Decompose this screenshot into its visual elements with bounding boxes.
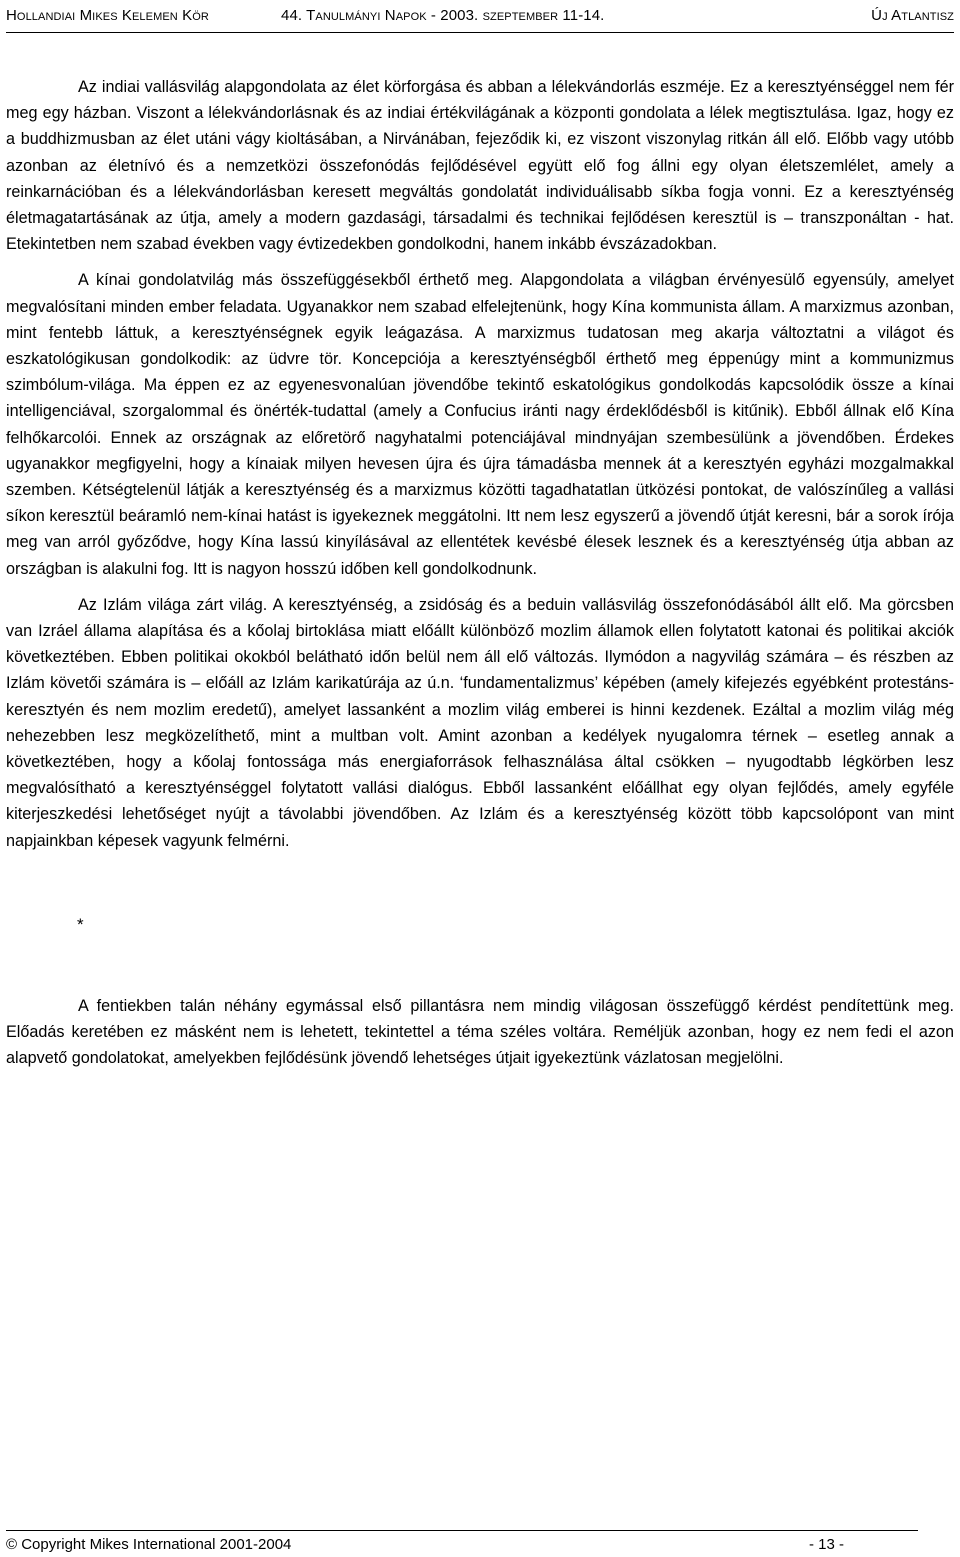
footer-divider bbox=[6, 1530, 918, 1531]
paragraph-closing: A fentiekben talán néhány egymással első pillantásra nem mindig világosan összefüggő kérdést pendítettünk meg. Előadás keretében ez másként nem is lehetett, tekintettel a téma széles voltára. Reméljük azonban, hogy ez nem fedi el azon alapvető gondolatokat, amelyekben fejlődésünk jövendő lehetséges útjait igyekeztünk vázlatosan megjelölni. bbox=[6, 997, 954, 1068]
page-header bbox=[6, 6, 954, 33]
footer-copyright: © Copyright Mikes International 2001-2004 bbox=[6, 1536, 292, 1553]
section-separator: * bbox=[77, 915, 84, 934]
header-title: Új Atlantisz bbox=[871, 7, 954, 24]
header-event: 44. Tanulmányi Napok - 2003. szeptember 11-14. bbox=[281, 7, 605, 24]
body-text bbox=[6, 74, 954, 864]
page-number: - 13 - bbox=[808, 1536, 844, 1553]
paragraph-islam: Az Izlám világa zárt világ. A keresztyénség, a zsidóság és a beduin vallásvilág összefonódásából állt elő. Ma görcsben van Izráel állama alapítása és a kőolaj birtoklása miatt előállt különböző mozlim államok ellen folytatott katonai és politikai akciók következtében. Ebben politikai okokból belátható időn belül nem áll elő változás. Ilymódon a nagyvilág számára – és részben az Izlám követői számára is – előáll az Izlám karikatúrája az ú.n. ‘fundamentalizmus’ képében (amely kifejezés egyébként protestáns-keresztyén és nem mozlim eredetű), amelyet lassanként a mozlim világ emberei is hinni kezdenek. Ezáltal a mozlim világ még nehezebben lesz megközelíthető, mint a multban volt. Amint azonban a kedélyek nyugalomra térnek – esetleg annak a következtében, hogy a kőolaj fontossága más energiaforrások felhasználása által csökken – nyugodtabb légkörben lesz megvalósítható a keresztyénséggel folytatott vallási dialógus. Ebből lassanként előállhat egy olyan fejlődés, amely egyféle kiterjeszkedési lehetőséget nyújt a távolabbi jövendőben. Az Izlám és a keresztyénség között több kapcsolópont van mint napjainkban képesek vagyunk felmérni. bbox=[6, 595, 954, 850]
paragraph-china: A kínai gondolatvilág más összefüggésekből érthető meg. Alapgondolata a világban érvényesülő egyensúly, amelyet megvalósítani minden ember feladata. Ugyanakkor nem szabad elfelejtenünk, hogy Kína kommunista állam. A marxizmus azonban, mint fentebb láttuk, a keresztyénségnek egyik leágazása. A marxizmus tudatosan meg akarja változtatni a világot és eszkatológikusan gondolkodik: az üdvre tör. Koncepciója a keresztyénségből érthető meg éppenúgy mint a kommunizmus szimbólum-világa. Ma éppen ez az egyenesvonalúan jövendőbe tekintő eskatológikus gondolkodás kapcsolódik össze a kínai intelligenciával, szorgalommal és önérték-tudattal (amely a Confucius iránti nagy érdeklődésből is kitűnik). Ebből állnak elő Kína felhőkarcolói. Ennek az országnak az előretörő nagyhatalmi potenciájával mindnyájan szembesülünk a jövendőben. Érdekes ugyanakkor megfigyelni, hogy a kínaiak milyen hevesen újra és újra támadásba mennek át a keresztyén egyházi mozgalmakkal szemben. Kétségtelenül látják a keresztyénség és a marxizmus közötti tagadhatatlan ütközési pontokat, de valószínűleg a vallási síkon keresztül beáramló nem-kínai hatást is igyekeznek meggátolni. Itt nem lesz egyszerű a jövendő útját keresni, bár a sorok írója meg van arról győződve, hogy Kína lassú kinyílásával az ellentétek kevésbé élesek lesznek és a keresztyénség útja abban az országban is alakulni fog. Itt is nagyon hosszú időben kell gondolkodnunk. bbox=[6, 271, 954, 578]
paragraph-india: Az indiai vallásvilág alapgondolata az élet körforgása és abban a lélekvándorlás eszméje. Ez a keresztyénséggel nem fér meg egy házban. Viszont a lélekvándorlásnak és az indiai értékvilágának a központi gondolata a lélek megtisztulása. Igaz, hogy ez a buddhizmusban az élet utáni vágy kioltásában, a Nirvánában, fejeződik ki, ez viszont viszonylag ritkán áll elő. Előbb vagy utóbb azonban az életnívó és a nemzetközi összefonódás fejlődésével együtt elő fog állni egy olyan életszemlélet, amely a reinkarnációban és a lélekvándorlásban keresett megváltás gondolatát individuálisabb síkba fogja vonni. Ez a keresztyénség életmagatartásának az útja, amely a modern gazdasági, társadalmi és technikai fejlődésen keresztül is – transzponáltan - hat. Etekintetben nem szabad években vagy évtizedekben gondolkodni, hanem inkább évszázadokban. bbox=[6, 78, 954, 254]
header-publisher: Hollandiai Mikes Kelemen Kör bbox=[6, 7, 209, 24]
